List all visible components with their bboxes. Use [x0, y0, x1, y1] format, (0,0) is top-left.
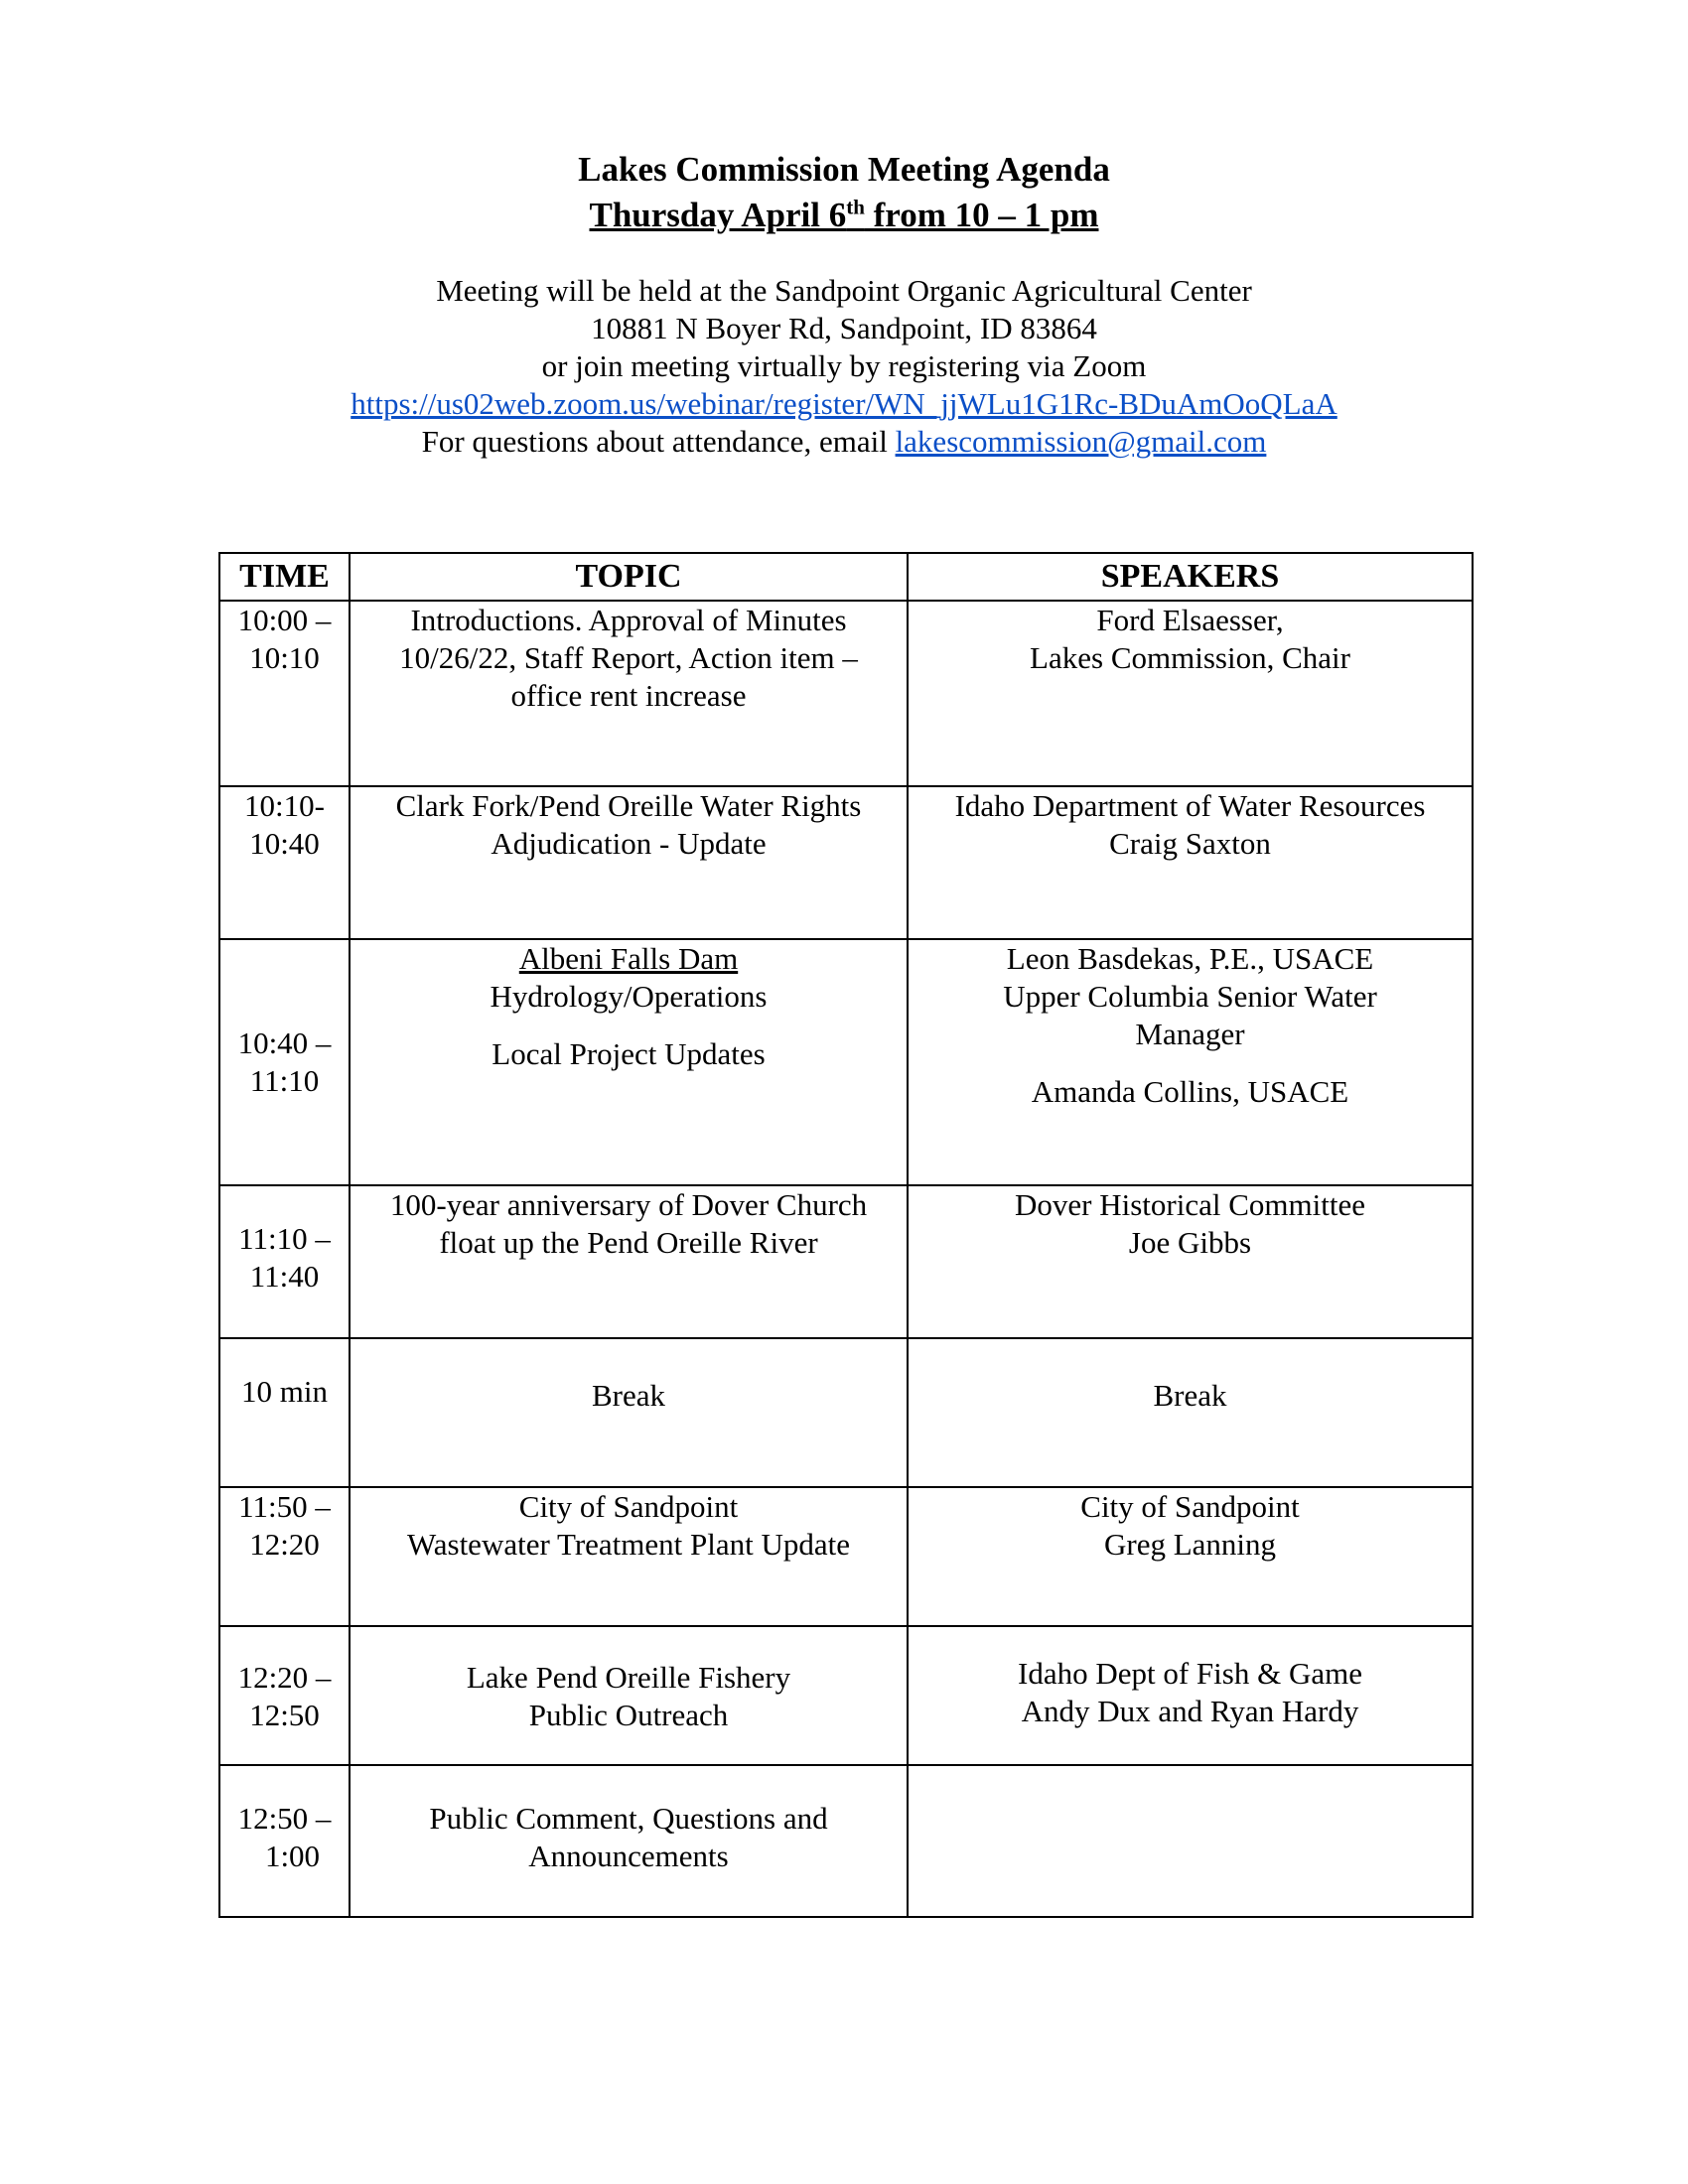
table-row [219, 601, 1473, 786]
time-cell [219, 939, 350, 1185]
address-line: 10881 N Boyer Rd, Sandpoint, ID 83864 [591, 311, 1097, 345]
time-start: 12:20 – [237, 1660, 332, 1695]
speaker-line: Leon Basdekas, P.E., USACE [1006, 941, 1374, 976]
speakers-cell [908, 1338, 1473, 1487]
time-start: 10:10- [244, 788, 325, 823]
topic-cell [350, 939, 908, 1185]
speaker-line: Break [1153, 1378, 1227, 1413]
topic-line: Introductions. Approval of Minutes [410, 603, 847, 637]
table-row [219, 1185, 1473, 1338]
table-row [219, 939, 1473, 1185]
table-row [219, 1765, 1473, 1917]
time-end: 12:50 [249, 1698, 320, 1732]
table-row [219, 1487, 1473, 1626]
topic-line: Announcements [528, 1839, 729, 1873]
speaker-line: Dover Historical Committee [1015, 1187, 1365, 1222]
table-row [219, 1338, 1473, 1487]
topic-cell [350, 1338, 908, 1487]
time-start: 11:50 – [238, 1489, 331, 1524]
speaker-line: Manager [1135, 1017, 1245, 1051]
topic-line: 10/26/22, Staff Report, Action item – [399, 640, 858, 675]
speakers-cell [908, 1626, 1473, 1765]
time-cell [219, 786, 350, 939]
topic-line: float up the Pend Oreille River [439, 1225, 818, 1260]
time-end: 10:40 [249, 826, 320, 861]
topic-cell [350, 786, 908, 939]
topic-heading: Albeni Falls Dam [518, 941, 739, 976]
speakers-cell [908, 601, 1473, 786]
header-topic: TOPIC [350, 553, 908, 601]
speaker-line: Lakes Commission, Chair [1030, 640, 1350, 675]
header-time: TIME [219, 553, 350, 601]
time-start: 10:00 – [237, 603, 332, 637]
time-cell [219, 1185, 350, 1338]
agenda-header [0, 147, 1688, 238]
time-cell [219, 601, 350, 786]
date-prefix: Thursday April 6 [589, 196, 847, 234]
agenda-date [0, 193, 1688, 238]
topic-line: Break [591, 1378, 666, 1413]
time-end: 11:40 [249, 1259, 320, 1294]
time-start: 12:50 – [237, 1801, 332, 1836]
virtual-line: or join meeting virtually by registering via Zoom [541, 348, 1147, 383]
date-suffix-sup: th [846, 195, 865, 219]
topic-line: Lake Pend Oreille Fishery [466, 1660, 791, 1695]
speaker-line: Joe Gibbs [1128, 1225, 1252, 1260]
time-cell [219, 1765, 350, 1917]
speaker-line: Idaho Department of Water Resources [954, 788, 1426, 823]
time-end: 10:10 [249, 640, 320, 675]
speakers-cell [908, 1185, 1473, 1338]
time-end: 11:10 [249, 1063, 320, 1098]
time-cell [219, 1338, 350, 1487]
email-prefix: For questions about attendance, email [421, 424, 896, 459]
topic-line: Adjudication - Update [491, 826, 767, 861]
speaker-line: Ford Elsaesser, [1096, 603, 1284, 637]
date-time: from 10 – 1 pm [864, 196, 1099, 234]
location-line: Meeting will be held at the Sandpoint Organic Agricultural Center [436, 273, 1252, 308]
topic-cell [350, 1487, 908, 1626]
header-speakers: SPEAKERS [908, 553, 1473, 601]
topic-line: Wastewater Treatment Plant Update [406, 1527, 851, 1562]
zoom-registration-link[interactable]: https://us02web.zoom.us/webinar/register/WN_jjWLu1G1Rc-BDuAmOoQLaA [351, 386, 1337, 421]
speaker-line: City of Sandpoint [1080, 1489, 1300, 1524]
time-cell [219, 1626, 350, 1765]
meeting-info [0, 272, 1688, 461]
topic-cell [350, 1626, 908, 1765]
topic-line: Hydrology/Operations [490, 979, 768, 1014]
speakers-cell [908, 786, 1473, 939]
table-header-row [219, 553, 1473, 601]
topic-line: Public Outreach [528, 1698, 729, 1732]
topic-line: office rent increase [510, 678, 747, 713]
email-link[interactable]: lakescommission@gmail.com [895, 424, 1267, 459]
topic-cell [350, 1185, 908, 1338]
time-start: 11:10 – [238, 1221, 331, 1256]
topic-line: 100-year anniversary of Dover Church [389, 1187, 868, 1222]
time-cell [219, 1487, 350, 1626]
speakers-cell-empty [908, 1765, 1473, 1917]
topic-cell [350, 1765, 908, 1917]
topic-line: City of Sandpoint [518, 1489, 739, 1524]
time-duration: 10 min [241, 1374, 328, 1409]
time-end: 12:20 [249, 1527, 320, 1562]
speaker-line: Upper Columbia Senior Water [1003, 979, 1377, 1014]
topic-line: Local Project Updates [492, 1036, 766, 1071]
speakers-cell [908, 1487, 1473, 1626]
table-row [219, 1626, 1473, 1765]
speaker-line: Greg Lanning [1103, 1527, 1277, 1562]
agenda-title: Lakes Commission Meeting Agenda [578, 150, 1110, 189]
speakers-cell [908, 939, 1473, 1185]
speaker-line: Idaho Dept of Fish & Game [1018, 1656, 1362, 1691]
topic-line: Clark Fork/Pend Oreille Water Rights [395, 788, 862, 823]
agenda-table [218, 552, 1474, 1918]
table-row [219, 786, 1473, 939]
speaker-line: Amanda Collins, USACE [1031, 1074, 1349, 1109]
speaker-line: Craig Saxton [1109, 826, 1271, 861]
speaker-line: Andy Dux and Ryan Hardy [1021, 1694, 1359, 1728]
time-start: 10:40 – [237, 1025, 332, 1060]
time-end: 1:00 [264, 1839, 321, 1873]
topic-line: Public Comment, Questions and [429, 1801, 828, 1836]
topic-cell [350, 601, 908, 786]
